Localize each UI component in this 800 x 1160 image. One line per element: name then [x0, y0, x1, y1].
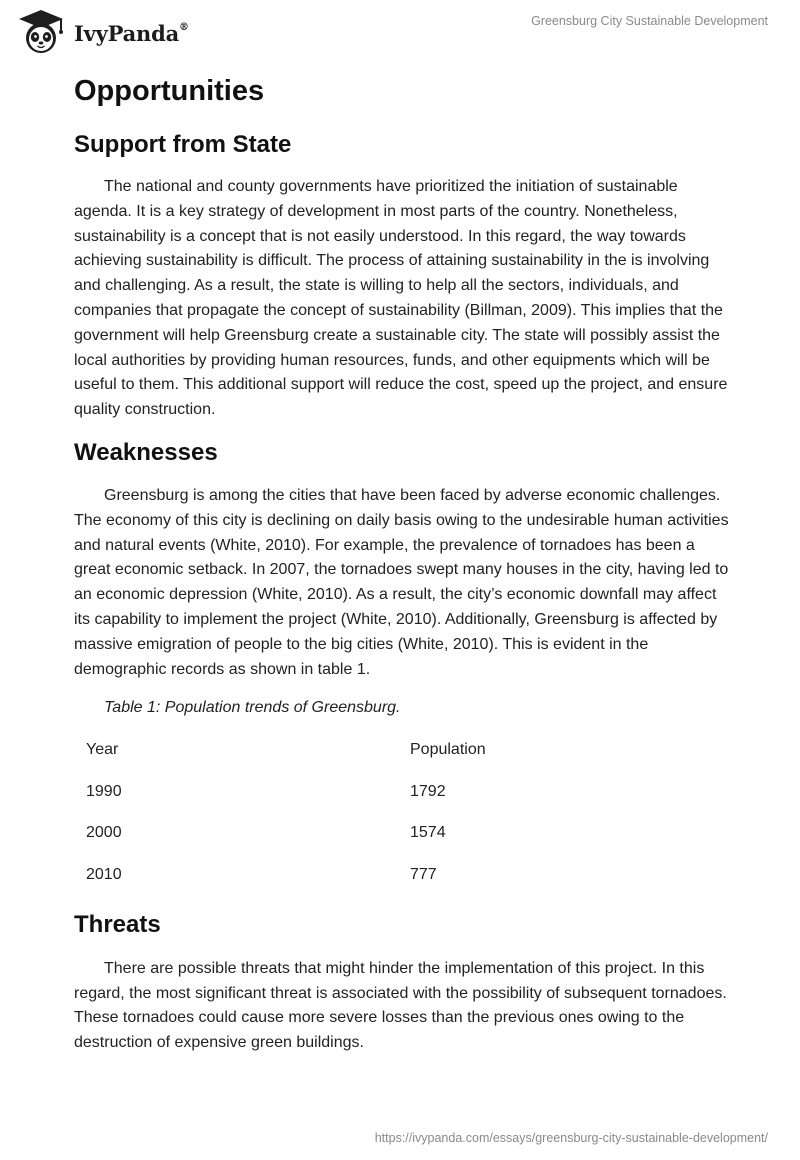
threats-paragraph: There are possible threats that might hinder the implementation of this project. In this regard, the most significant threat is associated with the possibility of subsequent tornadoes. These tornadoes could cause more severe losses than the previous ones owing to the destruction of expensive green buildings.	[74, 959, 727, 1052]
table-cell-population: 777	[410, 865, 437, 883]
brand-logo[interactable]	[16, 8, 189, 56]
table-cell-year: 1990	[86, 782, 122, 800]
source-url-link[interactable]: https://ivypanda.com/essays/greensburg-city-sustainable-development/	[374, 1131, 768, 1145]
table-cell-year: 2010	[86, 865, 122, 883]
table-header-year: Year	[86, 741, 119, 759]
document-title: Greensburg City Sustainable Development	[531, 14, 768, 28]
support-heading: Support from State	[74, 131, 292, 158]
table-cell-year: 2000	[86, 824, 122, 842]
support-paragraph: The national and county governments have prioritized the initiation of sustainable agenda. It is a key strategy of development in most parts of the country. Nonetheless, sustainability is a concept that is not easily understood. In this regard, the way towards achieving sustainability is difficult. The process of attaining sustainability in the is involving and challenging. As a result, the state is willing to help all the sectors, individuals, and companies that propagate the concept of sustainability (Billman, 2009). This implies that the government will help Greensburg create a sustainable city. The state will possibly assist the local authorities by providing human resources, funds, and other equipments which will be useful to them. This additional support will reduce the cost, speed up the project, and ensure quality construction.	[74, 178, 728, 419]
table-row	[74, 854, 714, 896]
table-caption: Table 1: Population trends of Greensburg.	[104, 699, 401, 717]
population-table	[74, 729, 714, 895]
page-header	[0, 0, 800, 60]
weaknesses-paragraph: Greensburg is among the cities that have been faced by adverse economic challenges. The economy of this city is declining on daily basis owing to the undesirable human activities and natural events (White, 2010). For example, the prevalence of tornadoes has been a great economic setback. In 2007, the tornadoes swept many houses in the city, having led to an economic depression (White, 2010). As a result, the city’s economic downfall may affect its capability to implement the project (White, 2010). Additionally, Greensburg is affected by massive emigration of people to the big cities (White, 2010). This is evident in the demographic records as shown in table 1.	[74, 486, 729, 678]
brand-name-text: IvyPanda	[74, 20, 180, 46]
section-title: Opportunities	[74, 75, 265, 107]
panda-graduate-icon	[16, 8, 66, 56]
article-body	[74, 68, 734, 1056]
table-row	[74, 771, 714, 813]
table-cell-population: 1792	[410, 782, 446, 800]
threats-heading: Threats	[74, 910, 161, 938]
table-header-row	[74, 729, 714, 771]
registered-mark: ®	[179, 21, 189, 33]
table-row	[74, 813, 714, 855]
table-header-population: Population	[410, 741, 486, 759]
brand-name	[74, 21, 189, 46]
weaknesses-heading: Weaknesses	[74, 438, 218, 466]
table-cell-population: 1574	[410, 824, 446, 842]
